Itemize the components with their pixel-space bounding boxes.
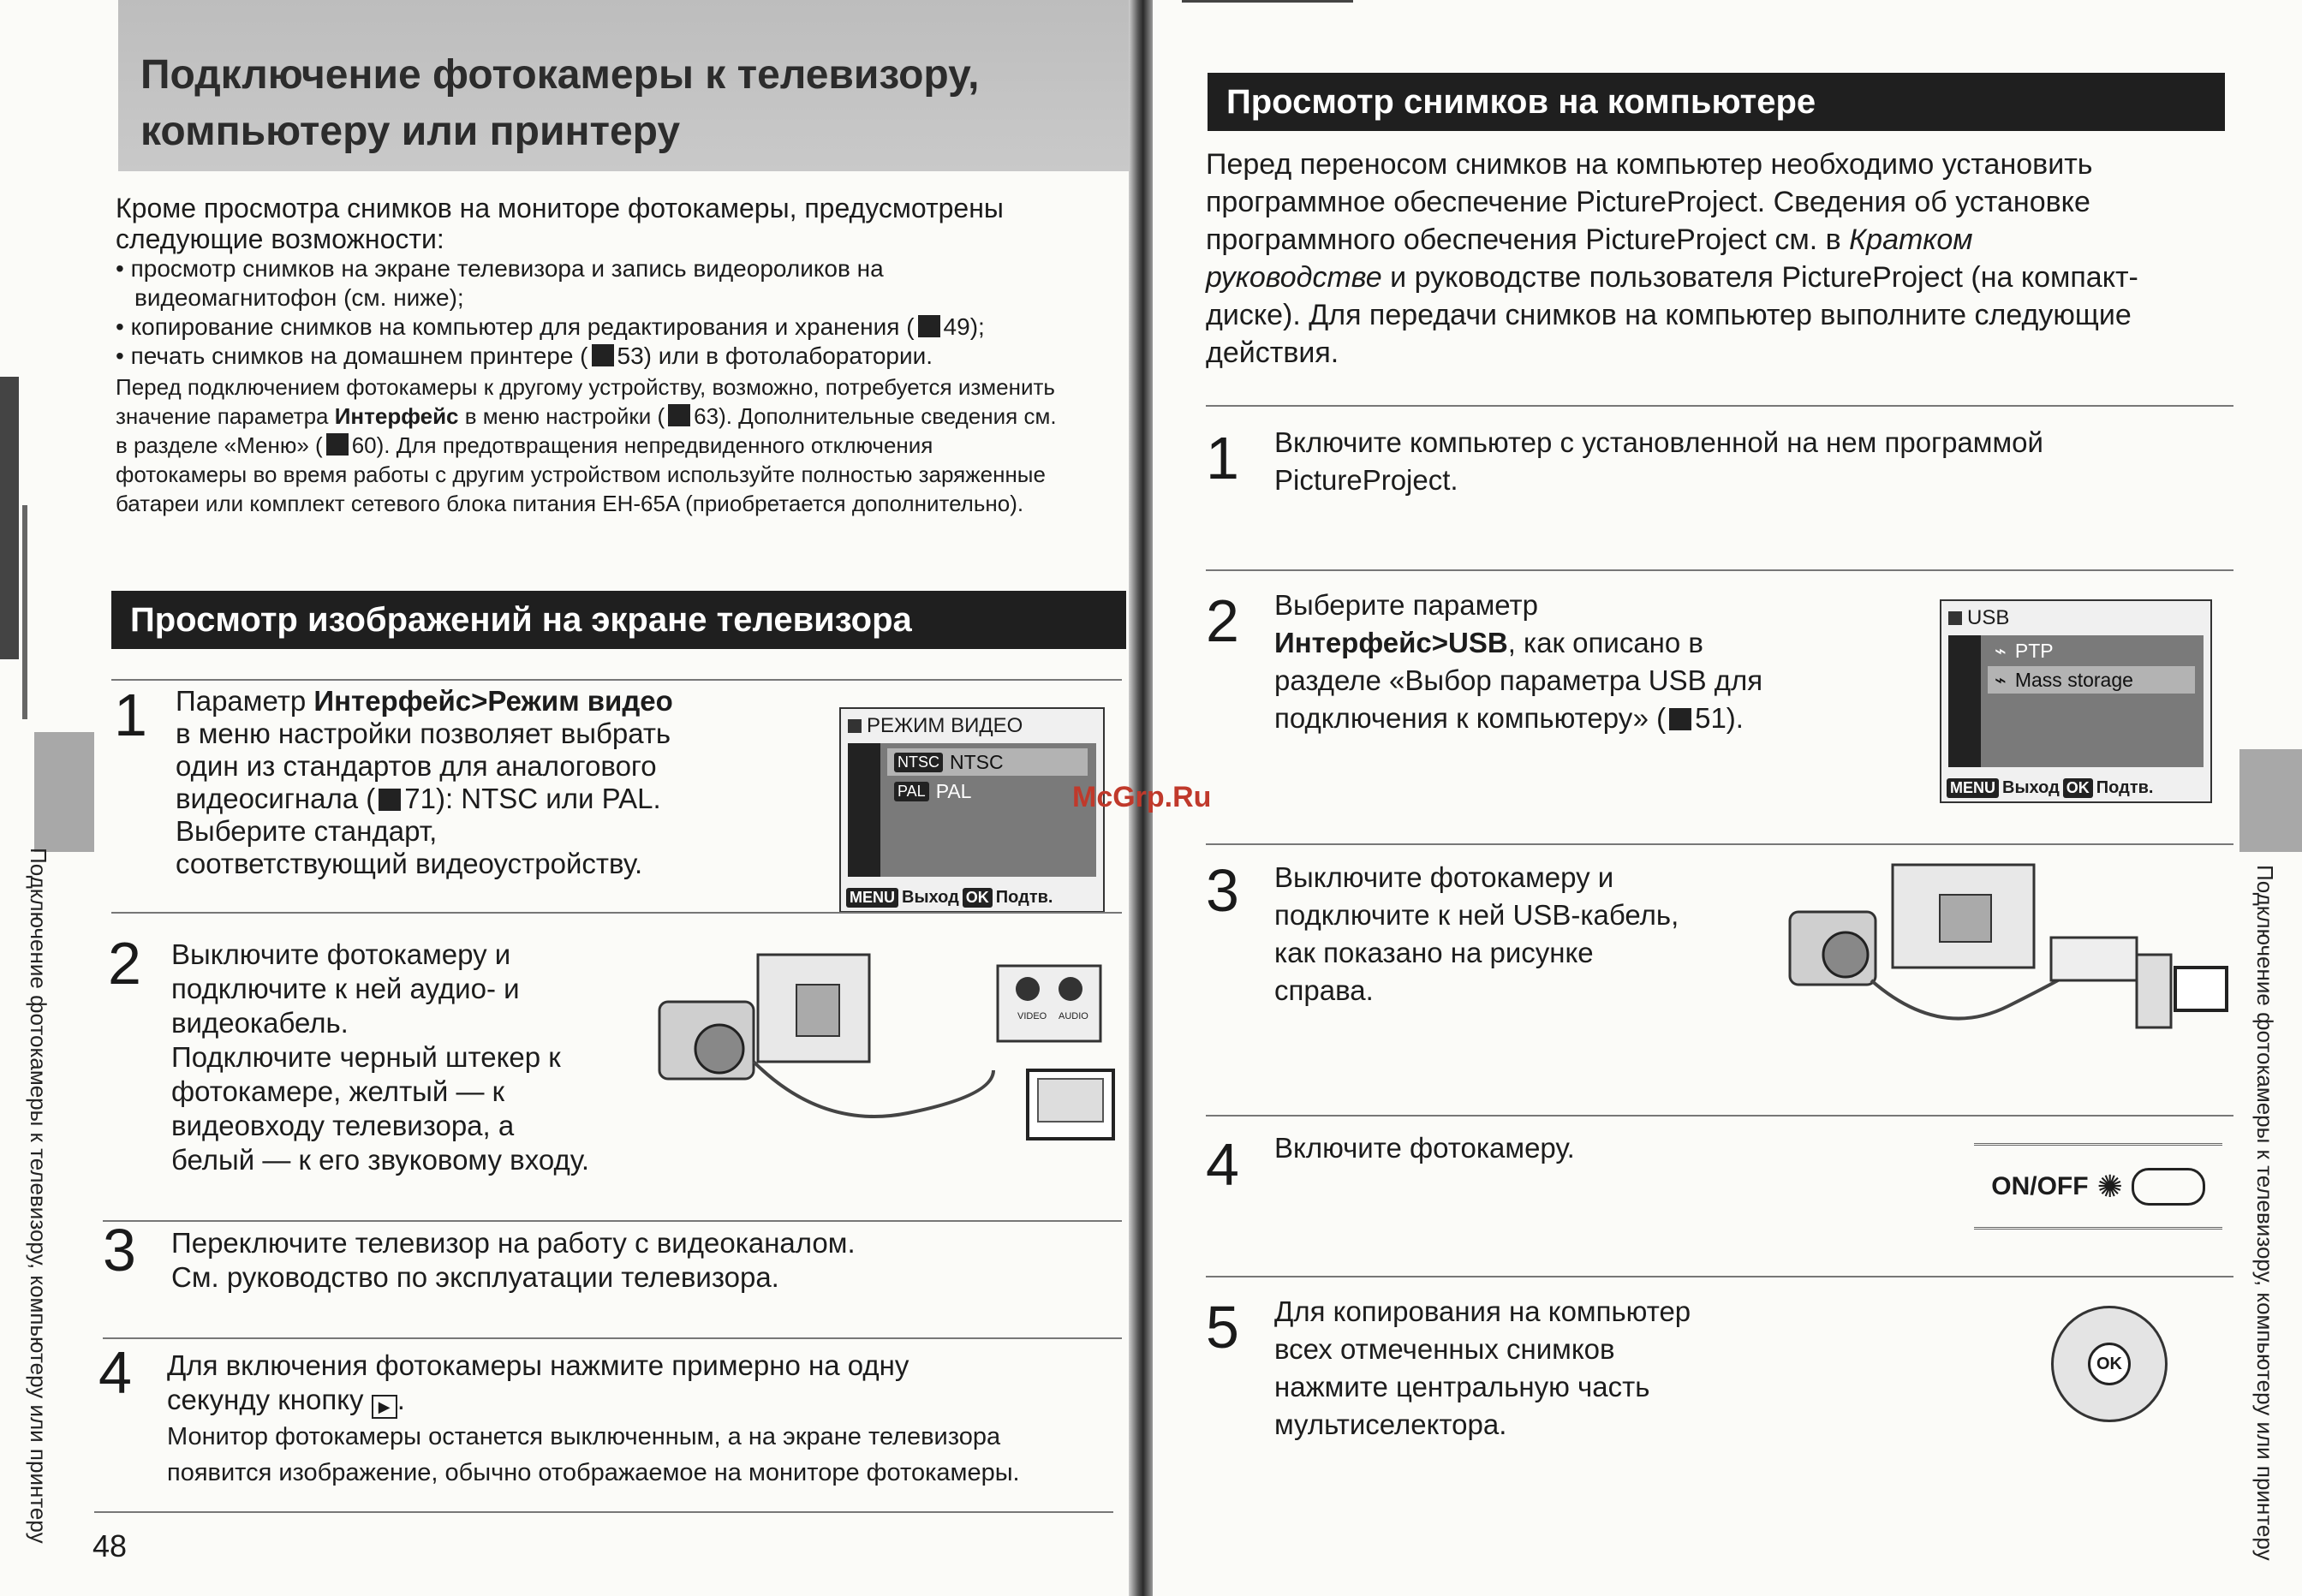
- option-label: PTP: [2014, 639, 2054, 662]
- usb-plug-icon: [1940, 895, 1991, 942]
- connector-icon: [796, 985, 839, 1036]
- step-line: подключения к компьютеру» (: [1274, 702, 1667, 734]
- section-header-tv: Просмотр изображений на экране телевизора: [111, 591, 1126, 649]
- ok-button-icon: OK: [963, 888, 993, 908]
- screen-footer: [846, 888, 1053, 908]
- video-jack-icon: [1016, 977, 1040, 1001]
- divider: [1206, 843, 2233, 845]
- menu-button-icon: MENU: [1947, 778, 1999, 798]
- step-number: 3: [1206, 857, 1239, 924]
- step-line: фотокамере, желтый — к: [171, 1075, 505, 1107]
- note-line: фотокамеры во время работы с другим устройством используйте полностью заряженные: [116, 462, 1046, 487]
- camera-lens: [695, 1025, 743, 1073]
- intro-ref-page: 49);: [943, 313, 985, 340]
- tv-screen: [1038, 1079, 1103, 1122]
- note-line: в разделе «Меню» (: [116, 432, 323, 458]
- option-label: PAL: [935, 779, 972, 802]
- divider: [103, 1337, 1122, 1339]
- ok-center-button[interactable]: OK: [2088, 1343, 2131, 1385]
- video-mode-screen: [839, 707, 1105, 913]
- section-header-pc: Просмотр снимков на компьютере: [1208, 73, 2225, 131]
- step-2-text: [171, 938, 651, 1177]
- left-page: [0, 0, 1139, 1596]
- divider: [1206, 405, 2233, 407]
- intro-text-right: [1206, 146, 2242, 372]
- step-line: видеовходу телевизора, а: [171, 1110, 515, 1141]
- right-step-3-text: [1274, 859, 1805, 1009]
- footer-confirm: Подтв.: [2096, 778, 2154, 797]
- divider: [103, 1220, 1122, 1222]
- page-number: 48: [92, 1528, 128, 1563]
- page-ref-icon: [668, 404, 690, 426]
- step-note: появится изображение, обычно отображаемое на мониторе фотокамеры.: [167, 1459, 1020, 1486]
- intro-line: программное обеспечение PictureProject. Сведения об установке: [1206, 186, 2090, 218]
- right-step-1-text: [1274, 424, 2225, 499]
- screen-icon-bar: [1948, 635, 1981, 767]
- usb-icon: ⌁: [1995, 668, 2007, 691]
- title-line-1: Подключение фотокамеры к телевизору,: [140, 52, 980, 98]
- audio-jack-label: AUDIO: [1059, 1011, 1088, 1021]
- play-button-icon: ▶: [372, 1395, 397, 1419]
- step-line: видеокабель.: [171, 1007, 349, 1039]
- step-bold: Интерфейс>USB: [1274, 627, 1508, 658]
- title-line-2: компьютеру или принтеру: [140, 109, 681, 154]
- option-mass-storage[interactable]: [1988, 666, 2195, 694]
- divider: [1206, 1276, 2233, 1277]
- screen-title: [848, 714, 1023, 738]
- step-number: 5: [1206, 1294, 1239, 1361]
- intro-line: диске). Для передачи снимков на компьютер выполните следующие: [1206, 299, 2132, 331]
- pal-icon: PAL: [894, 782, 929, 801]
- computer-tower-icon: [2137, 955, 2171, 1027]
- usb-port-closeup: [2051, 938, 2137, 980]
- intro-italic: Кратком: [1849, 223, 1973, 256]
- intro-line: и руководстве пользователя PictureProject (на компакт-: [1390, 261, 2138, 294]
- step-line: Включите фотокамеру.: [1274, 1132, 1575, 1164]
- menu-button-icon: MENU: [846, 888, 898, 908]
- footer-confirm: Подтв.: [995, 888, 1053, 907]
- option-ptp[interactable]: [1988, 637, 2195, 664]
- step-number: 1: [1206, 425, 1239, 491]
- step-line: Выберите параметр: [1274, 589, 1539, 621]
- option-label: Mass storage: [2014, 668, 2133, 691]
- step-line: подключите к ней USB-кабель,: [1274, 899, 1679, 931]
- setup-menu-icon: [848, 719, 862, 733]
- step-line: Переключите телевизор на работу с видеоканалом.: [171, 1227, 856, 1259]
- step-note: Монитор фотокамеры останется выключенным, а на экране телевизора: [167, 1423, 1001, 1450]
- step-number: 2: [108, 930, 141, 997]
- screen-icon-bar: [848, 743, 880, 877]
- divider: [111, 679, 1122, 681]
- note-bold: Интерфейс: [334, 403, 459, 429]
- power-lamp-icon: ✺: [2096, 1168, 2123, 1204]
- intro-line: программного обеспечения PictureProject см. в: [1206, 223, 1841, 256]
- page-ref-icon: [1669, 708, 1691, 730]
- step-1-text: [176, 685, 809, 880]
- screen-body: [1948, 635, 2204, 767]
- top-edge-mark: [1182, 0, 1353, 3]
- step-line: PictureProject.: [1274, 464, 1458, 496]
- step-number: 4: [1206, 1131, 1239, 1198]
- multi-selector-icon: [2051, 1306, 2168, 1422]
- step-line: Включите компьютер с установленной на нем программой: [1274, 426, 2043, 458]
- option-label: NTSC: [950, 750, 1004, 773]
- step-line: соответствующий видеоустройству.: [176, 848, 643, 879]
- note-line: значение параметра: [116, 403, 329, 429]
- step-line: видеосигнала (: [176, 783, 376, 814]
- step-line: всех отмеченных снимков: [1274, 1333, 1615, 1365]
- step-line: как показано на рисунке: [1274, 937, 1594, 968]
- step-bold: Интерфейс>Режим видео: [313, 685, 673, 717]
- intro-bullet: • просмотр снимков на экране телевизора и запись видеороликов на: [116, 255, 884, 282]
- note-text: [116, 372, 1126, 518]
- page-title: [118, 0, 1137, 171]
- step-number: 4: [98, 1339, 132, 1406]
- power-label: ON/OFF: [1991, 1171, 2089, 1200]
- step-number: 1: [114, 682, 147, 748]
- step-line: Выберите стандарт,: [176, 815, 438, 847]
- step-line: Параметр: [176, 685, 307, 717]
- setup-menu-icon: [1948, 611, 1962, 625]
- step-line: Выключите фотокамеру и: [1274, 861, 1614, 893]
- step-line: в меню настройки позволяет выбрать: [176, 718, 671, 749]
- side-running-head: Подключение фотокамеры к телевизору, компьютеру или принтеру: [2252, 865, 2278, 1561]
- side-tab: [34, 732, 94, 852]
- right-step-2-text: [1274, 587, 1925, 737]
- page-ref-icon: [918, 315, 940, 337]
- intro-italic: руководстве: [1206, 261, 1382, 294]
- edge-mark: [22, 505, 27, 719]
- usb-icon: ⌁: [1995, 639, 2007, 662]
- intro-bullet-cont: видеомагнитофон (см. ниже);: [134, 284, 464, 311]
- intro-line: следующие возможности:: [116, 223, 444, 254]
- screen-body: [848, 743, 1096, 877]
- option-ntsc[interactable]: [887, 748, 1088, 776]
- divider: [94, 1511, 1113, 1513]
- screen-title: [1948, 606, 2009, 630]
- divider: [1206, 1115, 2233, 1117]
- divider: [111, 912, 1122, 914]
- right-step-5-text: [1274, 1293, 1874, 1444]
- av-cable: [754, 1062, 993, 1117]
- step-line: белый — к его звуковому входу.: [171, 1144, 590, 1176]
- right-step-4-text: [1274, 1130, 1874, 1166]
- side-running-head: Подключение фотокамеры к телевизору, компьютеру или принтеру: [26, 848, 51, 1544]
- audio-jack-icon: [1059, 977, 1082, 1001]
- step-3-text: [171, 1226, 1113, 1295]
- screen-title-text: USB: [1967, 606, 2010, 629]
- note-line: 60). Для предотвращения непредвиденного отключения: [351, 432, 933, 458]
- step-line: секунду кнопку: [167, 1384, 364, 1415]
- step-line: 51).: [1695, 702, 1744, 734]
- step-line: подключите к ней аудио- и: [171, 973, 520, 1004]
- page-ref-icon: [592, 344, 614, 366]
- step-line: Для включения фотокамеры нажмите примерно на одну: [167, 1349, 909, 1381]
- usb-screen: [1940, 599, 2212, 803]
- footer-exit: Выход: [902, 888, 959, 907]
- option-pal[interactable]: [887, 777, 1088, 805]
- intro-line: Кроме просмотра снимков на мониторе фотокамеры, предусмотрены: [116, 193, 1004, 223]
- step-line: нажмите центральную часть: [1274, 1371, 1650, 1402]
- step-number: 3: [103, 1217, 136, 1283]
- side-tab: [2239, 749, 2302, 852]
- usb-connection-illustration: [1786, 861, 2231, 1040]
- intro-bullet: • копирование снимков на компьютер для редактирования и хранения (: [116, 313, 915, 340]
- av-jacks-closeup: [998, 966, 1100, 1041]
- camera-lens: [1823, 932, 1868, 977]
- step-line: один из стандартов для аналогового: [176, 750, 657, 782]
- intro-bullet: • печать снимков на домашнем принтере (: [116, 342, 588, 369]
- power-button[interactable]: [2132, 1168, 2205, 1206]
- intro-text: [116, 193, 1126, 518]
- footer-exit: Выход: [2002, 778, 2060, 797]
- note-line: в меню настройки (: [464, 403, 665, 429]
- tv-connection-illustration: [651, 950, 1139, 1147]
- step-line: См. руководство по эксплуатации телевизора.: [171, 1261, 779, 1293]
- step-line: Выключите фотокамеру и: [171, 938, 511, 970]
- step-line: мультиселектора.: [1274, 1408, 1507, 1440]
- step-line: , как описано в: [1507, 627, 1703, 658]
- ntsc-icon: NTSC: [894, 753, 943, 772]
- intro-ref-page: 53) или в фотолаборатории.: [617, 342, 933, 369]
- video-jack-label: VIDEO: [1017, 1011, 1047, 1021]
- step-line: разделе «Выбор параметра USB для: [1274, 664, 1763, 696]
- monitor-icon: [2175, 968, 2227, 1010]
- step-line: справа.: [1274, 974, 1374, 1006]
- step-4-text: Для включения фотокамеры нажмите примерно на одну секунду кнопку ▶ . Монитор фотокамеры останется выключенным, а на экране телевизора появится изображение, обычно отображаемое на мониторе фотокамеры.: [167, 1349, 1118, 1491]
- intro-line: действия.: [1206, 336, 1339, 369]
- ok-button-icon: OK: [2063, 778, 2093, 798]
- screen-footer: [1947, 778, 2153, 798]
- step-number: 2: [1206, 587, 1239, 654]
- edge-mark: [0, 377, 19, 659]
- note-line: батареи или комплект сетевого блока питания EH-65A (приобретается дополнительно).: [116, 491, 1024, 516]
- power-switch-illustration: [1974, 1143, 2222, 1230]
- step-line: 71): NTSC или PAL.: [404, 783, 661, 814]
- page-ref-icon: [326, 433, 349, 456]
- step-line: Подключите черный штекер к: [171, 1041, 561, 1073]
- divider: [1206, 569, 2233, 571]
- note-line: Перед подключением фотокамеры к другому устройству, возможно, потребуется изменить: [116, 374, 1055, 400]
- note-line: 63). Дополнительные сведения см.: [694, 403, 1057, 429]
- page-ref-icon: [379, 789, 401, 811]
- intro-line: Перед переносом снимков на компьютер необходимо установить: [1206, 148, 2093, 181]
- watermark: McGrp.Ru: [1072, 781, 1212, 813]
- screen-title-text: РЕЖИМ ВИДЕО: [867, 714, 1023, 737]
- step-line: Для копирования на компьютер: [1274, 1295, 1691, 1327]
